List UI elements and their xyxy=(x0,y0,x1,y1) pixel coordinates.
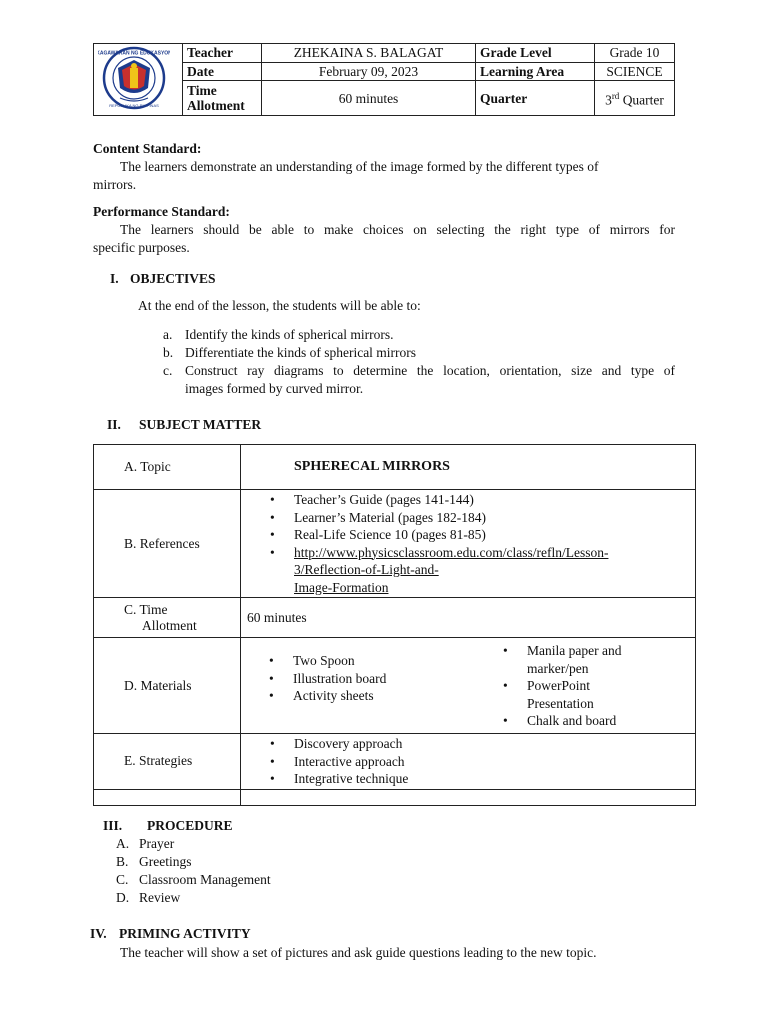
objective-item-continuation: images formed by curved mirror. xyxy=(185,381,364,396)
header-table xyxy=(93,43,675,116)
list-item: • Manila paper and marker/pen xyxy=(527,642,687,677)
table-row xyxy=(94,638,696,734)
content-standard-heading: Content Standard: xyxy=(93,141,202,156)
list-item: • Teacher’s Guide (pages 141-144) xyxy=(294,491,694,509)
svg-text:REPUBLIKA NG PILIPINAS: REPUBLIKA NG PILIPINAS xyxy=(109,103,159,108)
strategies-label: E. Strategies xyxy=(94,734,241,790)
quarter-label: Quarter xyxy=(476,81,595,116)
references-cell xyxy=(241,490,696,598)
subject-matter-number: II. xyxy=(107,417,121,432)
list-item: • Chalk and board xyxy=(527,712,687,730)
content-standard-line2: mirrors. xyxy=(93,177,137,192)
list-item: • Integrative technique xyxy=(294,770,694,788)
table-row xyxy=(94,445,696,490)
objectives-heading: OBJECTIVES xyxy=(130,271,216,286)
time-allotment-value: 60 minutes xyxy=(262,81,476,116)
learning-area-label: Learning Area xyxy=(476,62,595,81)
table-row xyxy=(94,490,696,598)
performance-standard-line2: specific purposes. xyxy=(93,240,190,255)
priming-number: IV. xyxy=(90,926,107,941)
list-item: • Activity sheets xyxy=(293,687,386,705)
strategies-list xyxy=(242,735,694,788)
reference-link[interactable]: http://www.physicsclassroom.edu.com/class/refln/Lesson- xyxy=(294,544,609,560)
time-allotment-label: Time Allotment xyxy=(183,81,262,116)
procedure-list xyxy=(116,835,271,907)
quarter-value: 3rd Quarter xyxy=(595,81,675,116)
objectives-list xyxy=(163,326,675,398)
topic-value: SPHERECAL MIRRORS xyxy=(241,445,696,490)
teacher-value: ZHEKAINA S. BALAGAT xyxy=(262,44,476,63)
grade-level-value: Grade 10 xyxy=(595,44,675,63)
procedure-item: C. Classroom Management xyxy=(116,872,271,887)
strategies-cell xyxy=(241,734,696,790)
teacher-label: Teacher xyxy=(183,44,262,63)
list-item: • PowerPoint Presentation xyxy=(527,677,687,712)
objectives-intro: At the end of the lesson, the students will be able to: xyxy=(138,298,421,313)
list-item: • Real-Life Science 10 (pages 81-85) xyxy=(294,526,694,544)
procedure-heading: PROCEDURE xyxy=(147,818,233,833)
materials-list-left xyxy=(241,652,386,705)
reference-link-item[interactable]: • http://www.physicsclassroom.edu.com/class/refln/Lesson- 3/Reflection-of-Light-and- Image-Formation xyxy=(294,544,694,597)
performance-standard-heading: Performance Standard: xyxy=(93,204,230,219)
svg-text:KAGAWARAN NG EDUKASYON: KAGAWARAN NG EDUKASYON xyxy=(98,50,170,57)
content-standard-line1: The learners demonstrate an understanding of the image formed by the different types of xyxy=(120,159,599,174)
time-allotment-label: C. Time Allotment xyxy=(94,598,241,638)
objectives-number: I. xyxy=(110,271,119,286)
date-label: Date xyxy=(183,62,262,81)
topic-label: A. Topic xyxy=(94,445,241,490)
list-item: • Discovery approach xyxy=(294,735,694,753)
grade-level-label: Grade Level xyxy=(476,44,595,63)
time-allotment-value: 60 minutes xyxy=(241,598,696,638)
performance-standard-line1: The learners should be able to make choices on selecting the right type of mirrors for xyxy=(120,222,675,237)
list-item: • Interactive approach xyxy=(294,753,694,771)
procedure-number: III. xyxy=(103,818,123,833)
priming-text: The teacher will show a set of pictures and ask guide questions leading to the new topic. xyxy=(120,945,597,960)
table-row xyxy=(94,598,696,638)
procedure-item: B. Greetings xyxy=(116,854,192,869)
procedure-item: A. Prayer xyxy=(116,836,175,851)
materials-label: D. Materials xyxy=(94,638,241,734)
objective-item: c. Construct ray diagrams to determine the location, orientation, size and type of xyxy=(163,363,675,378)
learning-area-value: SCIENCE xyxy=(595,62,675,81)
table-row-empty xyxy=(94,789,696,805)
date-value: February 09, 2023 xyxy=(262,62,476,81)
references-label: B. References xyxy=(94,490,241,598)
seal-cell xyxy=(94,44,183,116)
subject-matter-table xyxy=(93,444,696,806)
priming-heading: PRIMING ACTIVITY xyxy=(119,926,251,941)
deped-seal-icon xyxy=(98,46,170,110)
references-list xyxy=(242,491,694,596)
subject-matter-heading: SUBJECT MATTER xyxy=(139,417,262,432)
table-row xyxy=(94,734,696,790)
materials-list-right xyxy=(475,642,687,730)
list-item: • Two Spoon xyxy=(293,652,386,670)
objective-item: b. Differentiate the kinds of spherical mirrors xyxy=(163,345,417,360)
procedure-item: D. Review xyxy=(116,890,181,905)
objective-item: a. Identify the kinds of spherical mirrors. xyxy=(163,327,394,342)
materials-cell xyxy=(241,638,696,734)
list-item: • Illustration board xyxy=(293,670,386,688)
list-item: • Learner’s Material (pages 182-184) xyxy=(294,509,694,527)
